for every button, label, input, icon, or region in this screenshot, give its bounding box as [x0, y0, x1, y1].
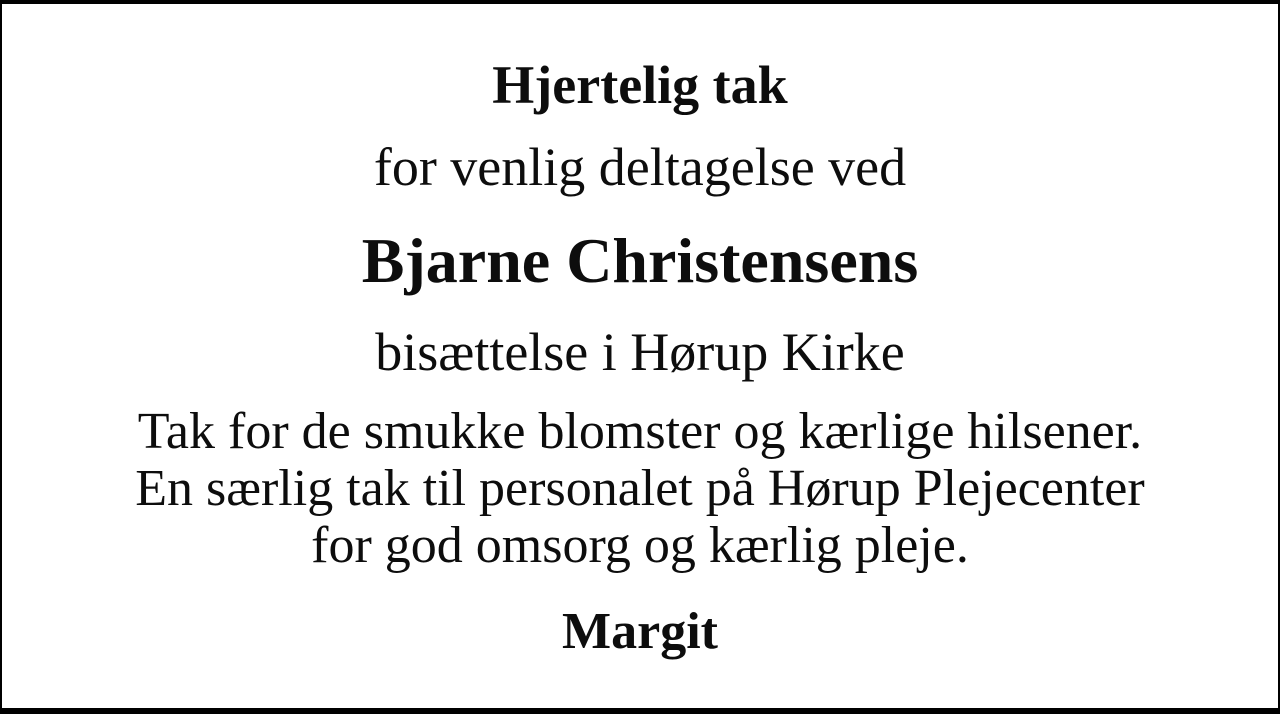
- signature-name: Margit: [562, 603, 718, 660]
- ceremony-description: bisættelse i Hørup Kirke: [375, 322, 905, 382]
- thank-you-message: [2, 403, 1278, 574]
- notice-subtitle: for venlig deltagelse ved: [373, 137, 907, 197]
- thank-you-message-line-2: En særlig tak til personalet på Hørup Plejecenter: [135, 460, 1145, 517]
- thank-you-message-line-1: Tak for de smukke blomster og kærlige hilsener.: [137, 403, 1143, 460]
- deceased-name: Bjarne Christensens: [361, 225, 919, 296]
- thank-you-message-line-3: for god omsorg og kærlig pleje.: [311, 517, 969, 574]
- notice-title: Hjertelig tak: [492, 55, 788, 115]
